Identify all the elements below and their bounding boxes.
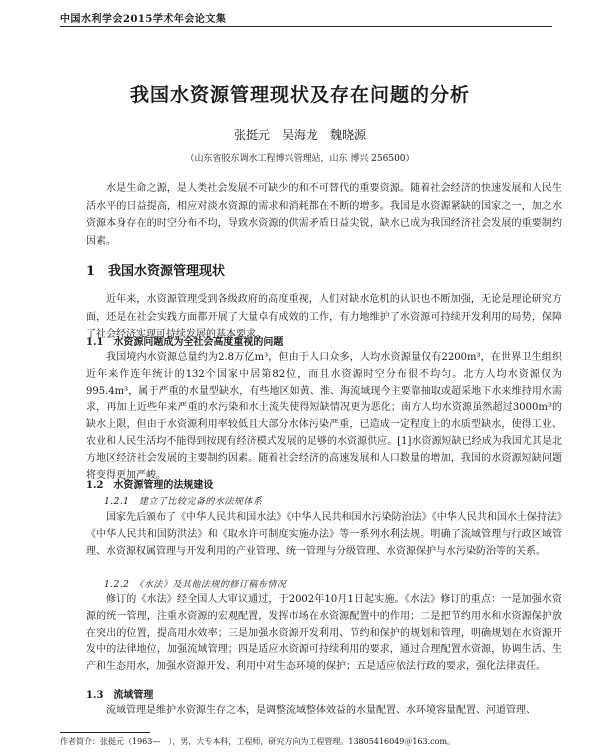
subsection-1-2-2-heading: 1.2.2 《水法》及其他法规的修订稿布情况 [104,580,287,590]
section-1-heading: 1 我国水资源管理现状 [86,264,226,279]
header-rule [60,26,552,27]
subsection-1-2-1-heading: 1.2.1 建立了比较完备的水法规体系 [104,497,263,507]
paper-authors: 张挺元 吴海龙 魏晓源 [233,128,366,142]
running-head: 中国水利学会2015学术年会论文集 [60,14,227,25]
subsection-1-2-1-paragraph: 国家先后颁布了《中华人民共和国水法》《中华人民共和国水污染防治法》《中华人民共和国水土保持法》《中华人民共和国防洪法》和《取水许可制度实施办法》等一系列水利法规。明确了流域管理与行政区域管理、水资源权属管理与开发利用的产业管理、统一管理与分级管理、水资源保护与水污染防治等的关系。 [86,512,562,557]
author-footnote: 作者简介：张挺元（1963— ），男，大专本科，工程师，研究方向为工程管理。13805416049＠163.com。 [60,737,456,746]
subsection-1-2-heading: 1.2 水资源管理的法规建设 [86,480,214,491]
paper-title: 我国水资源管理现状及存在问题的分析 [129,84,470,106]
subsection-1-2-2-paragraph: 修订的《水法》经全国人大审议通过，于2002年10月1日起实施。《水法》修订的重点：一是加强水资源的统一管理，注重水资源的宏观配置，发挥市场在水资源配置中的作用；二是把节约用水和水资源保护放在突出的位置，提高用水效率；三是加强水资源开发利用、节约和保护的规划和管理，明确规划在水资源开发中的法律地位，加强流域管理；四是适应水资源可持续利用的要求，通过合理配置水资源，协调生活、生产和生态用水，加强水资源开发、利用中对生态环境的保护；五是适应依法行政的要求，强化法律责任。 [86,594,562,673]
subsection-1-1-paragraph: 我国境内水资源总量约为2.8万亿m³，但由于人口众多，人均水资源量仅有2200m³，在世界卫生组织近年来作连年统计的132个国家中居第82位，而且水资源时空分布很不均匀。北方人均水资源仅为995.4m³，属于严重的水量型缺水，有些地区如黄、淮、海流域现今主要靠抽取或超采地下水来维持用水需求，再加上近些年来严重的水污染和水土流失使得短缺情况更为恶化；南方人均水资源虽然超过3000m³的缺水上限，但由于水资源利用率较低且大部分水体污染严重，已造成一定程度上的水质型缺水，使得工业、农业和人民生活均不能得到按现有经济模式发展的足够的水资源供应。[1]水资源短缺已经成为我国尤其是北方地区经济社会发展的主要制约因素。随着社会经济的高速发展和人口数量的增加，我国的水资源短缺问题将变得更加严峻。 [86,352,562,481]
intro-paragraph: 水是生命之源，是人类社会发展不可缺少的和不可替代的重要资源。随着社会经济的快速发展和人民生活水平的日益提高，相应对淡水资源的需求和消耗都在不断的增多。我国是水资源紧缺的国家之一，加之水资源本身存在的时空分布不均，导致水资源的供需矛盾日益尖锐，缺水已成为我国经济社会发展的重要制约因素。 [86,183,562,247]
footnote-rule [60,732,150,733]
subsection-1-3-heading: 1.3 流域管理 [86,690,154,701]
section-1-paragraph: 近年来，水资源管理受到各级政府的高度重视，人们对缺水危机的认识也不断加强，无论是理论研究方面，还是在社会实践方面都开展了大量卓有成效的工作，有力地维护了水资源可持续开发利用的局势，保障了社会经济实现可持续发展的基本要求。 [86,294,562,340]
subsection-1-3-paragraph: 流域管理是维护水资源生存之本，是调整流域整体效益的水量配置、水环境容量配置、河道管理、 [106,705,536,716]
paper-affiliation: （山东省胶东调水工程博兴管理站，山东 博兴 256500） [185,154,415,164]
subsection-1-1-heading: 1.1 水资源问题成为全社会高度重视的问题 [86,337,284,348]
